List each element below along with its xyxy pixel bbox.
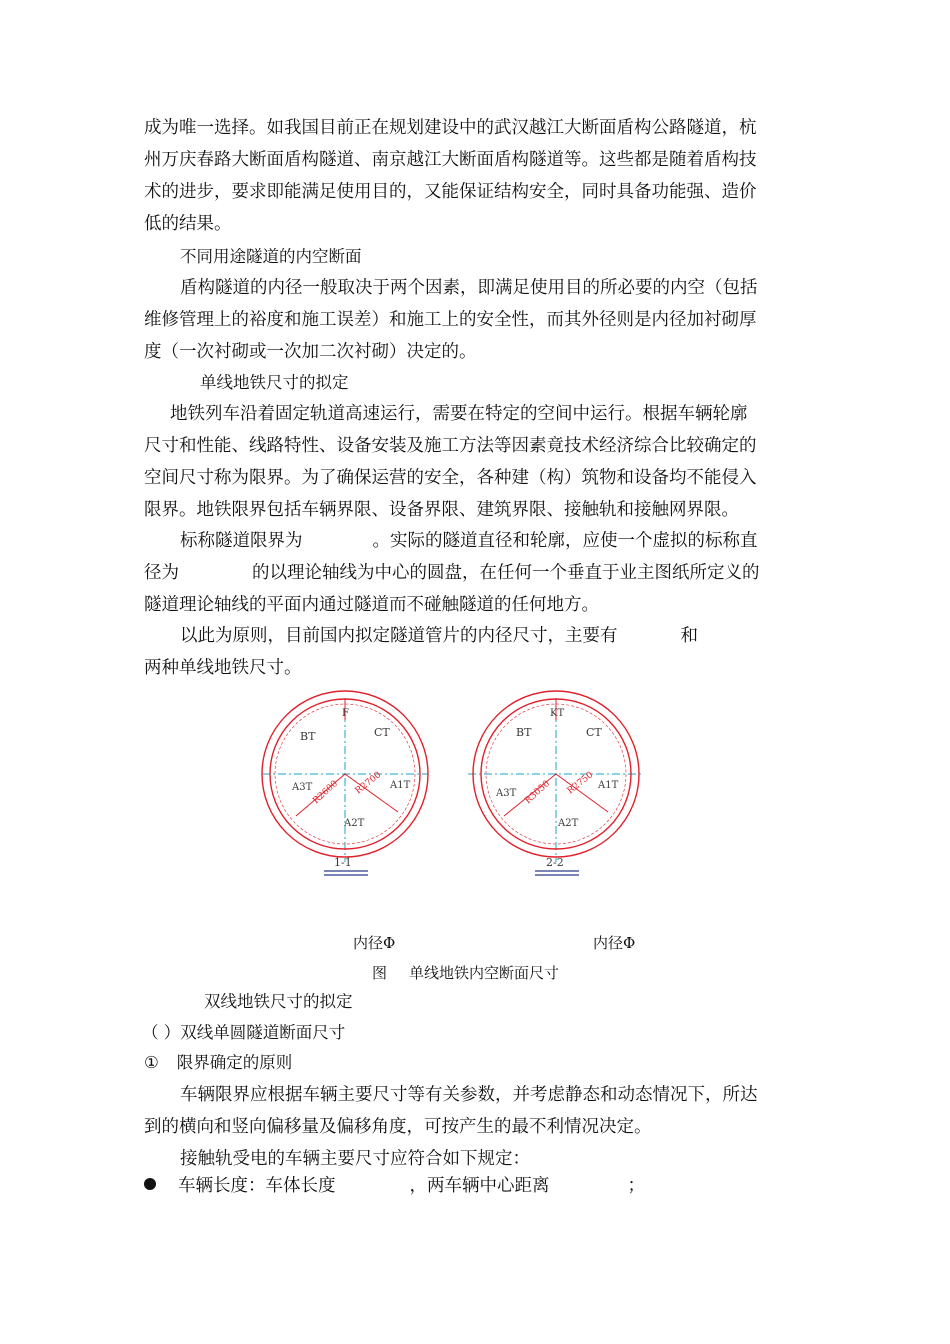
bullet-item [178, 1172, 645, 1200]
segment-label: CT [586, 726, 602, 739]
paragraph-line: 州万庆春路大断面盾构隧道、南京越江大断面盾构隧道等。这些都是随着盾构技 [144, 150, 757, 170]
sub-heading [144, 1049, 292, 1077]
text-fragment: ； [627, 1176, 645, 1196]
section-heading: 双线地铁尺寸的拟定 [204, 992, 353, 1011]
section-heading: 不同用途隧道的内空断面 [180, 247, 362, 266]
radius-label: R3050 [523, 778, 553, 807]
tunnel-section-figure [248, 690, 668, 890]
figure-caption-prefix: 图 [372, 964, 388, 982]
section-label: 1-1 [334, 856, 352, 869]
segment-label: A2T [558, 818, 579, 829]
tunnel-section-right [468, 691, 644, 875]
paragraph-line: 车辆限界应根据车辆主要尺寸等有关参数，并考虑静态和动态情况下，所达 [180, 1085, 758, 1105]
radius-label: R2600 [311, 778, 341, 807]
figure-caption-text: 单线地铁内空断面尺寸 [409, 964, 560, 982]
paragraph-line: 接触轨受电的车辆主要尺寸应符合如下规定： [180, 1149, 530, 1169]
paragraph-line: 成为唯一选择。如我国目前正在规划建设中的武汉越江大断面盾构公路隧道，杭 [144, 118, 757, 138]
sub-heading-text: 限界确定的原则 [176, 1053, 293, 1072]
paragraph-line: 维修管理上的裕度和施工误差）和施工上的安全性，而其外径则是内径加衬砌厚 [144, 310, 757, 330]
text-fragment: 。实际的隧道直径和轮廓，应使一个虚拟的标称直 [372, 531, 758, 551]
paragraph-line: 低的结果。 [144, 214, 232, 234]
segment-label: KT [550, 708, 565, 719]
segment-label: A2T [344, 818, 365, 829]
paragraph-line: 术的进步，要求即能满足使用目的，又能保证结构安全，同时具备功能强、造价 [144, 182, 757, 202]
segment-label: A1T [390, 780, 411, 791]
paragraph-line: 空间尺寸称为限界。为了确保运营的安全，各种建（构）筑物和设备均不能侵入 [144, 468, 757, 488]
text-fragment: 标称隧道限界为 [180, 531, 303, 551]
paragraph-line: 隧道理论轴线的平面内通过隧道而不碰触隧道的任何地方。 [144, 595, 599, 615]
paragraph-line: 两种单线地铁尺寸。 [144, 658, 302, 678]
segment-label: BT [516, 726, 532, 739]
radius-label: R2700 [353, 770, 384, 797]
paragraph-line: 限界。地铁限界包括车辆界限、设备界限、建筑界限、接触轨和接触网界限。 [144, 500, 739, 520]
figure-caption [372, 962, 559, 983]
paragraph-line: 度（一次衬砌或一次加二次衬砌）决定的。 [144, 342, 477, 362]
text-fragment: 和 [680, 626, 698, 646]
paragraph-line [144, 559, 760, 587]
figure-label-right: 内径Φ [593, 934, 636, 952]
paragraph-line [180, 622, 698, 650]
tunnel-section-left [262, 691, 428, 875]
segment-label: BT [300, 730, 316, 743]
segment-label: CT [374, 726, 390, 739]
text-fragment: ，两车辆中心距离 [409, 1176, 550, 1196]
text-fragment: 的以理论轴线为中心的圆盘，在任何一个垂直于业主图纸所定义的 [252, 563, 760, 583]
segment-label: A1T [598, 780, 619, 791]
paragraph-line: 尺寸和性能、线路特性、设备安装及施工方法等因素竟技术经济综合比较确定的 [144, 436, 757, 456]
figure-label-left: 内径Φ [353, 934, 396, 952]
paragraph-line: 地铁列车沿着固定轨道高速运行，需要在特定的空间中运行。根据车辆轮廓 [170, 404, 748, 424]
text-fragment: 径为 [144, 563, 179, 583]
section-heading: 单线地铁尺寸的拟定 [200, 373, 349, 392]
sub-heading: （ ）双线单圆隧道断面尺寸 [142, 1023, 346, 1042]
segment-label: A3T [496, 788, 517, 799]
paragraph-line [180, 527, 758, 555]
bullet-icon [144, 1178, 156, 1190]
text-fragment: 以此为原则，目前国内拟定隧道管片的内径尺寸，主要有 [180, 626, 618, 646]
paragraph-line: 盾构隧道的内径一般取决于两个因素，即满足使用目的所必要的内空（包括 [180, 278, 758, 298]
list-marker: ① [144, 1053, 159, 1072]
segment-label: F [342, 708, 349, 719]
text-fragment: 车辆长度：车体长度 [178, 1176, 336, 1196]
segment-label: A3T [292, 782, 313, 793]
section-label: 2-2 [546, 856, 564, 869]
paragraph-line: 到的横向和竖向偏移量及偏移角度，可按产生的最不利情况决定。 [144, 1117, 652, 1137]
radius-label: R2750 [565, 770, 596, 797]
